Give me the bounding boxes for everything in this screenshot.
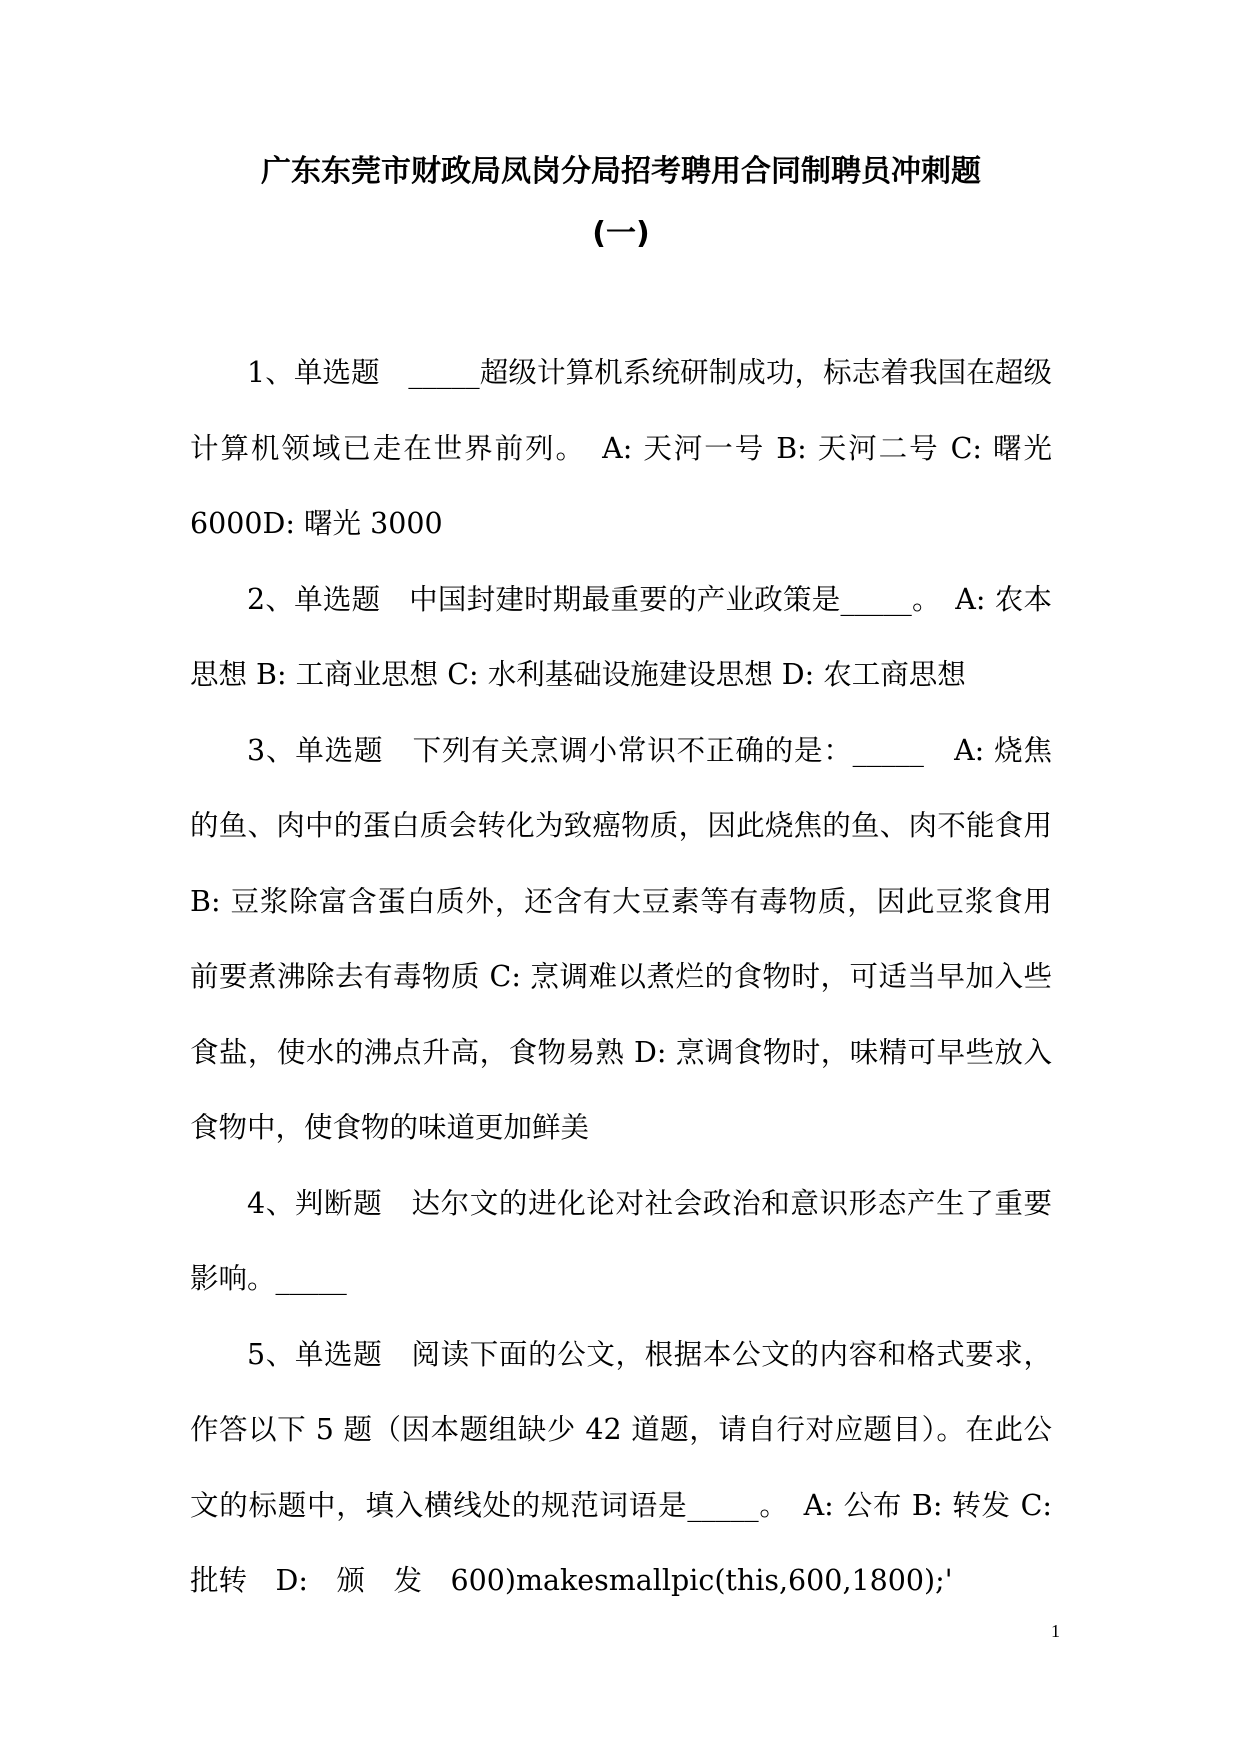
document-subtitle: (一) — [592, 216, 650, 251]
question-1: 1、单选题 _____超级计算机系统研制成功，标志着我国在超级计算机领域已走在世界前列。 A: 天河一号 B: 天河二号 C: 曙光6000D: 曙光 3000 — [190, 356, 1052, 540]
document-title: 广东东莞市财政局凤岗分局招考聘用合同制聘员冲刺题 — [261, 154, 981, 189]
question-3: 3、单选题 下列有关烹调小常识不正确的是：_____ A: 烧焦的鱼、肉中的蛋白质会转化为致癌物质，因此烧焦的鱼、肉不能食用 B: 豆浆除富含蛋白质外，还含有大豆素等有毒物质，因此豆浆食用前要煮沸除去有毒物质 C: 烹调难以煮烂的食物时，可适当早加入些食盐，使水的沸点升高，食物易熟 D: 烹调食物时，味精可早些放入食物中，使食物的味道更加鲜美 — [190, 733, 1052, 1144]
question-list — [190, 335, 1052, 1619]
question-5: 5、单选题 阅读下面的公文，根据本公文的内容和格式要求，作答以下 5 题（因本题组缺少 42 道题，请自行对应题目）。在此公文的标题中，填入横线处的规范词语是_____。 A: 公布 B: 转发 C: 批转 D: 颁 发 600)makesmallpic(this,600,1800);' — [190, 1337, 1052, 1597]
page-number: 1 — [1051, 1621, 1060, 1641]
question-2: 2、单选题 中国封建时期最重要的产业政策是_____。 A: 农本思想 B: 工商业思想 C: 水利基础设施建设思想 D: 农工商思想 — [190, 582, 1052, 691]
question-4: 4、判断题 达尔文的进化论对社会政治和意识形态产生了重要影响。_____ — [190, 1186, 1052, 1295]
